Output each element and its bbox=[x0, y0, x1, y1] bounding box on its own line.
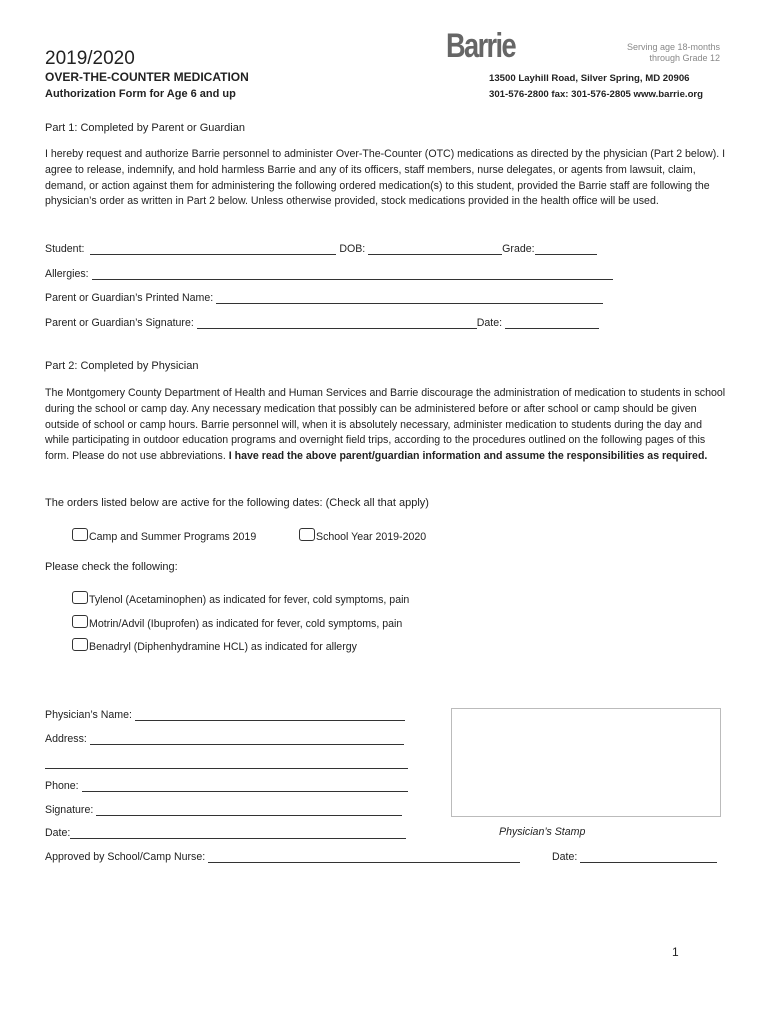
school-address: 13500 Layhill Road, Silver Spring, MD 20906 bbox=[489, 73, 690, 84]
physician-phone-label: Phone: bbox=[45, 780, 79, 792]
allergies-label: Allergies: bbox=[45, 268, 89, 280]
logo-tagline bbox=[580, 42, 720, 64]
student-label: Student: bbox=[45, 243, 85, 255]
physician-address-field[interactable] bbox=[90, 733, 404, 745]
school-year-checkbox[interactable] bbox=[299, 528, 315, 541]
physician-date-row bbox=[45, 827, 406, 839]
camp-checkbox[interactable] bbox=[72, 528, 88, 541]
part2-heading: Part 2: Completed by Physician bbox=[45, 360, 199, 372]
nurse-approval-label: Approved by School/Camp Nurse: bbox=[45, 851, 206, 863]
camp-option[interactable] bbox=[72, 528, 256, 543]
tylenol-checkbox[interactable] bbox=[72, 591, 88, 604]
tylenol-label: Tylenol (Acetaminophen) as indicated for fever, cold symptoms, pain bbox=[89, 594, 410, 606]
nurse-date-field[interactable] bbox=[580, 851, 717, 863]
physician-address-field-2[interactable] bbox=[45, 757, 408, 769]
physician-name-label: Physician’s Name: bbox=[45, 709, 132, 721]
parent-date-field[interactable] bbox=[505, 317, 599, 329]
form-title: OVER-THE-COUNTER MEDICATION bbox=[45, 70, 249, 84]
dob-label: DOB: bbox=[339, 243, 366, 255]
part2-body bbox=[45, 386, 727, 465]
part1-body: I hereby request and authorize Barrie personnel to administer Over-The-Counter (OTC) medications as directed by the physician (Part 2 below). I agree to release, indemnify, and hold harmless Barrie and any of its officers, staff members, nurse delegates, or agents from lawsuit, claim, demand, or action against them for administering the following ordered medication(s) to this student, provided the Barrie staff are following the physician’s order as written in Part 2 below. Unless otherwise provided, stock medications provided in the health office will be used. bbox=[45, 148, 726, 208]
benadryl-checkbox[interactable] bbox=[72, 638, 88, 651]
page-number: 1 bbox=[672, 945, 679, 959]
physician-date-field[interactable] bbox=[70, 827, 406, 839]
physician-phone-row bbox=[45, 780, 408, 792]
tagline-line-1: Serving age 18-months bbox=[626, 42, 720, 52]
physician-signature-field[interactable] bbox=[96, 804, 402, 816]
nurse-approval-field[interactable] bbox=[208, 851, 520, 863]
motrin-label: Motrin/Advil (Ibuprofen) as indicated for fever, cold symptoms, pain bbox=[89, 618, 403, 630]
tagline-line-2: through Grade 12 bbox=[649, 53, 720, 63]
school-year-option-label: School Year 2019-2020 bbox=[316, 531, 427, 543]
grade-label: Grade: bbox=[502, 243, 535, 255]
check-heading: Please check the following: bbox=[45, 561, 178, 573]
parent-signature-label: Parent or Guardian’s Signature: bbox=[45, 317, 194, 329]
med-option-motrin[interactable] bbox=[72, 615, 402, 630]
orders-heading: The orders listed below are active for the following dates: (Check all that apply) bbox=[45, 497, 429, 509]
physician-address-row bbox=[45, 733, 404, 745]
school-year-option[interactable] bbox=[299, 528, 426, 543]
motrin-checkbox[interactable] bbox=[72, 615, 88, 628]
school-contact: 301-576-2800 fax: 301-576-2805 www.barrie.org bbox=[489, 89, 704, 100]
physician-date-label: Date: bbox=[45, 827, 71, 839]
physician-address-row-2 bbox=[45, 757, 408, 769]
nurse-approval-row bbox=[45, 851, 520, 863]
dob-field[interactable] bbox=[368, 243, 502, 255]
physician-signature-row bbox=[45, 804, 402, 816]
parent-signature-row bbox=[45, 317, 599, 329]
printed-name-label: Parent or Guardian’s Printed Name: bbox=[45, 292, 214, 304]
student-field[interactable] bbox=[90, 243, 336, 255]
form-year: 2019/2020 bbox=[45, 48, 135, 69]
nurse-date-label: Date: bbox=[552, 851, 578, 863]
part1-heading: Part 1: Completed by Parent or Guardian bbox=[45, 122, 245, 134]
allergies-row bbox=[45, 268, 613, 280]
physician-phone-field[interactable] bbox=[82, 780, 408, 792]
student-row bbox=[45, 243, 597, 255]
camp-option-label: Camp and Summer Programs 2019 bbox=[89, 531, 257, 543]
nurse-date-row bbox=[552, 851, 717, 863]
barrie-logo: Barrie bbox=[446, 27, 516, 65]
med-option-tylenol[interactable] bbox=[72, 591, 409, 606]
physician-signature-label: Signature: bbox=[45, 804, 94, 816]
med-option-benadryl[interactable] bbox=[72, 638, 357, 653]
physician-stamp-box bbox=[451, 708, 721, 817]
allergies-field[interactable] bbox=[92, 268, 613, 280]
grade-field[interactable] bbox=[535, 243, 597, 255]
part2-acknowledgement: I have read the above parent/guardian information and assume the responsibilities as required. bbox=[228, 450, 708, 463]
form-subtitle: Authorization Form for Age 6 and up bbox=[45, 88, 236, 100]
parent-date-label: Date: bbox=[476, 317, 503, 329]
parent-signature-field[interactable] bbox=[197, 317, 477, 329]
physician-name-row bbox=[45, 709, 405, 721]
printed-name-row bbox=[45, 292, 603, 304]
physician-name-field[interactable] bbox=[135, 709, 405, 721]
physician-address-label: Address: bbox=[45, 733, 87, 745]
physician-stamp-label: Physician’s Stamp bbox=[499, 826, 586, 838]
part2-body-text: The Montgomery County Department of Health and Human Services and Barrie discourage the administration of medication to students in school during the school or camp day. Any necessary medication that possibly can be administered before or after school or camp should be given outside of school or camp hours. Barrie personnel will, when it is absolutely necessary, administer medication to students during the day and while participating in outdoor education programs and overnight field trips, according to the procedures outlined on the following pages of this form. Please do not use abbreviations. bbox=[45, 387, 726, 463]
printed-name-field[interactable] bbox=[216, 292, 603, 304]
benadryl-label: Benadryl (Diphenhydramine HCL) as indicated for allergy bbox=[89, 641, 357, 653]
